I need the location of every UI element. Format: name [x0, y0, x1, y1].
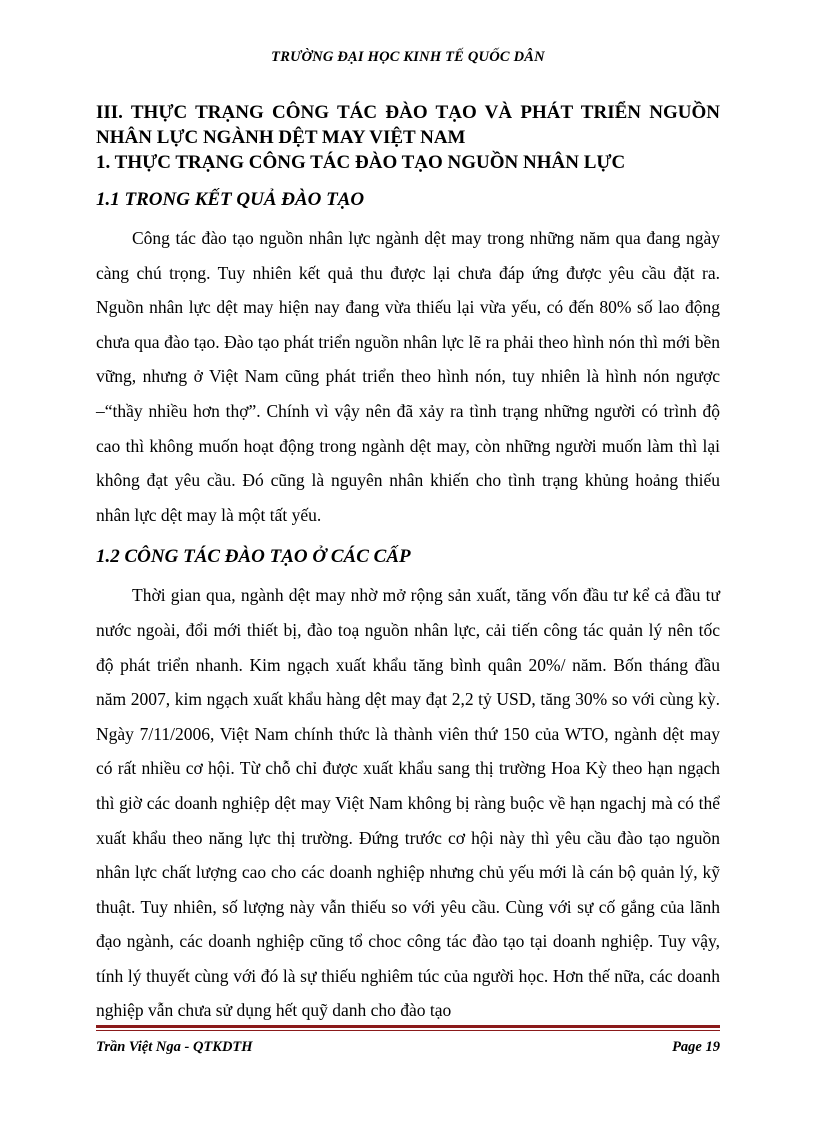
document-body: [96, 100, 720, 1028]
subsection-heading: 1. THỰC TRẠNG CÔNG TÁC ĐÀO TẠO NGUỒN NHÂN LỰC: [96, 152, 626, 173]
section-heading-line-1: III. THỰC TRẠNG CÔNG TÁC ĐÀO TẠO VÀ PHÁT TRIỂN NGUỒN: [96, 102, 720, 123]
subsection-1-1-paragraph: Công tác đào tạo nguồn nhân lực ngành dệt may trong những năm qua đang ngày càng chú trọng. Tuy nhiên kết quả thu được lại chưa đáp ứng được yêu cầu đặt ra. Nguồn nhân lực dệt may hiện nay đang vừa thiếu lại vừa yếu, có đến 80% số lao động chưa qua đào tạo. Đào tạo phát triển nguồn nhân lực lẽ ra phải theo hình nón thì mới bền vững, nhưng ở Việt Nam cũng phát triển theo hình nón, tuy nhiên là hình nón ngược –“thầy nhiều hơn thợ”. Chính vì vậy nên đã xảy ra tình trạng những người có trình độ cao thì không muốn hoạt động trong ngành dệt may, còn những người muốn làm thì lại không đạt yêu cầu. Đó cũng là nguyên nhân khiến cho tình trạng khủng hoảng thiếu nhân lực dệt may là một tất yếu.: [96, 228, 720, 525]
page-header-title: TRƯỜNG ĐẠI HỌC KINH TẾ QUỐC DÂN: [271, 49, 545, 65]
subsection-1-2-paragraph: Thời gian qua, ngành dệt may nhờ mở rộng sản xuất, tăng vốn đầu tư kể cả đầu tư nước ngoài, đổi mới thiết bị, đào toạ nguồn nhân lực, cải tiến công tác quản lý nên tốc độ phát triển nhanh. Kim ngạch xuất khẩu tăng bình quân 20%/ năm. Bốn tháng đầu năm 2007, kim ngạch xuất khẩu hàng dệt may đạt 2,2 tỷ USD, tăng 30% so với cùng kỳ. Ngày 7/11/2006, Việt Nam chính thức là thành viên thứ 150 của WTO, ngành dệt may có rất nhiều cơ hội. Từ chỗ chỉ được xuất khẩu sang thị trường Hoa Kỳ theo hạn ngạch thì giờ các doanh nghiệp dệt may Việt Nam không bị ràng buộc về hạn ngachj mà có thể xuất khẩu theo năng lực thị trường. Đứng trước cơ hội này thì yêu cầu đào tạo nguồn nhân lực chất lượng cao cho các doanh nghiệp nhưng chủ yếu mới là cán bộ quản lý, kỹ thuật. Tuy nhiên, số lượng này vẫn thiếu so với yêu cầu. Cùng với sự cố gắng của lãnh đạo ngành, các doanh nghiệp cũng tổ choc công tác đào tạo tại doanh nghiệp. Tuy vậy, tính lý thuyết cùng với đó là sự thiếu nghiêm túc của người học. Hơn thế nữa, các doanh nghiệp vẫn chưa sử dụng hết quỹ danh cho đào tạo: [96, 585, 720, 1021]
subsection-1-2-title: 1.2 CÔNG TÁC ĐÀO TẠO Ở CÁC CẤP: [96, 546, 411, 568]
footer-rule-thick: [96, 1025, 720, 1028]
section-heading-line-2: NHÂN LỰC NGÀNH DỆT MAY VIỆT NAM: [96, 127, 466, 148]
section-heading: [96, 100, 720, 150]
footer-author: Trần Việt Nga - QTKDTH: [96, 1039, 253, 1055]
subsection-1-1-title: 1.1 TRONG KẾT QUẢ ĐÀO TẠO: [96, 189, 365, 210]
footer-page-number: Page 19: [672, 1039, 720, 1055]
footer-rule-thin: [96, 1030, 720, 1031]
